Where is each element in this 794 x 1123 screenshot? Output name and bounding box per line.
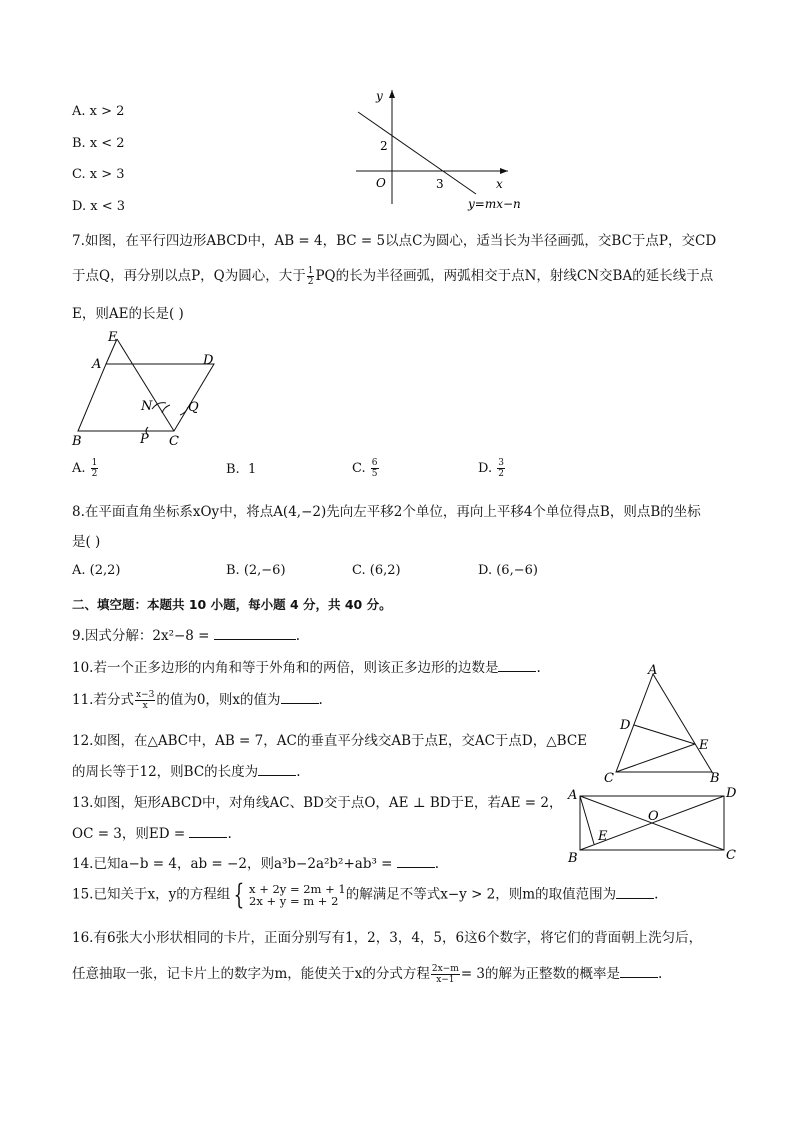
q13-segment-AE — [580, 796, 594, 844]
q6-x-label: x — [496, 177, 503, 191]
q6-origin-label: O — [376, 176, 386, 190]
q10: 10.若一个正多边形的内角和等于外角和的两倍，则该正多边形的边数是 . — [72, 660, 541, 676]
q7-arc-N2 — [162, 405, 170, 413]
q6-y-arrow-icon — [389, 90, 395, 98]
q13-line-1: 13.如图，矩形ABCD中，对角线AC、BD交于点O，AE ⊥ BD于E，若AE = 2， — [72, 795, 563, 811]
q16-answer-blank — [620, 965, 658, 978]
q7-label-P: P — [140, 432, 149, 447]
q12-answer-blank — [258, 763, 296, 776]
q12-line-2: 的周长等于12，则BC的长度为 . — [72, 764, 301, 780]
q11: 11.若分式 $\frac{x-3}{x}$ 的值为0，则x的值为 . — [72, 690, 323, 711]
q6-y-tick: 2 — [380, 139, 388, 153]
q12-segment-CE — [616, 744, 695, 772]
q8-option-a: A. (2,2) — [72, 563, 121, 578]
q7-option-c: C. $\frac{6}{5}$ — [352, 458, 378, 479]
q13-label-O: O — [648, 809, 659, 824]
q12-triangle-figure — [598, 660, 728, 786]
q15-brace-icon: { — [233, 878, 245, 911]
q16-line-2: 任意抽取一张，记卡片上的数字为m，能使关于x的分式方程 $\frac{2x-m}{x-1}$ = 3的解为正整数的概率是 . — [72, 964, 663, 985]
q8-option-b: B. (2,−6) — [226, 563, 286, 578]
q7-arc-N1 — [152, 403, 166, 409]
q7-label-D: D — [203, 353, 214, 368]
q13-rectangle-figure — [566, 784, 742, 868]
q12-label-B: B — [710, 771, 720, 786]
q12-line-1: 12.如图，在△ABC中，AB = 7，AC的垂直平分线交AB于点E，交AC于点D，△BCE — [72, 733, 587, 749]
q16-line-1: 16.有6张大小形状相同的卡片，正面分别写有1，2，3，4，5，6这6个数字，将它们的背面朝上洗匀后， — [72, 930, 703, 946]
q9: 9.因式分解：2x²−8 = . — [72, 628, 301, 644]
q7-ray-CN — [117, 339, 174, 431]
q7-line-2-pre: 于点Q，再分别以点P，Q为圆心，大于 — [72, 268, 306, 284]
q6-y-label: y — [376, 89, 383, 103]
q14-answer-blank — [397, 855, 435, 868]
q7-parallelogram — [78, 364, 214, 431]
q15-equation-system: x + 2y = 2m + 1 2x + y = m + 2 — [249, 882, 346, 908]
q7-line-1: 7.如图，在平行四边形ABCD中，AB = 4，BC = 5以点C为圆心，适当长为半径画弧，交BC于点P，交CD — [72, 233, 717, 249]
q8-line-1: 8.在平面直角坐标系xOy中，将点A(4,−2)先向左平移2个单位，再向上平移4个单位得点B，则点B的坐标 — [72, 504, 701, 520]
q9-answer-blank — [214, 627, 296, 640]
q6-x-arrow-icon — [500, 168, 508, 174]
q6-option-b: B. x < 2 — [72, 136, 125, 151]
q7-label-E: E — [108, 330, 118, 345]
section-2-heading: 二、填空题：本题共 10 小题，每小题 4 分，共 40 分。 — [72, 597, 392, 612]
q8-option-d: D. (6,−6) — [478, 563, 538, 578]
q11-fraction: $\frac{x-3}{x}$ — [135, 690, 155, 711]
q14: 14.已知a−b = 4，ab = −2，则a³b−2a²b²+ab³ = . — [72, 856, 440, 872]
q6-option-a: A. x > 2 — [72, 104, 125, 119]
q15-answer-blank — [616, 886, 654, 899]
q13-label-B: B — [568, 851, 578, 866]
q7-label-B: B — [72, 434, 82, 449]
q6-x-tick: 3 — [436, 177, 444, 191]
q7-label-C: C — [169, 434, 179, 449]
q12-label-E: E — [699, 738, 709, 753]
q6-line-graph — [348, 86, 538, 216]
q7-line-3: E，则AE的长是( ) — [72, 306, 184, 322]
q8-line-2: 是( ) — [72, 534, 101, 550]
q10-answer-blank — [498, 659, 536, 672]
q15: 15.已知关于x，y的方程组 { x + 2y = 2m + 1 2x + y = m + 2 的解满足不等式x−y > 2，则m的取值范围为 . — [72, 878, 659, 911]
q6-option-c: C. x > 3 — [72, 167, 125, 182]
q13-label-E: E — [598, 829, 608, 844]
q7-label-N: N — [141, 399, 153, 414]
q13-label-A: A — [568, 788, 578, 803]
q16-fraction: $\frac{2x-m}{x-1}$ — [431, 964, 459, 985]
q11-answer-blank — [281, 691, 319, 704]
q13-label-D: D — [726, 786, 737, 801]
q13-line-2: OC = 3，则ED = . — [72, 826, 232, 842]
q7-label-A: A — [92, 357, 102, 372]
q7-label-Q: Q — [188, 400, 199, 415]
q8-option-c: C. (6,2) — [352, 563, 401, 578]
q7-option-a: A. $\frac{1}{2}$ — [72, 458, 98, 479]
q6-option-d: D. x < 3 — [72, 199, 125, 214]
q7-line-2-post: PQ的长为半径画弧，两弧相交于点N，射线CN交BA的延长线于点 — [315, 268, 714, 284]
q7-option-b: B. 1 — [226, 462, 257, 477]
q7-option-d: D. $\frac{3}{2}$ — [478, 458, 504, 479]
q7-line-2 — [72, 264, 713, 287]
q7-half-fraction: $\frac{1}{2}$ — [307, 266, 314, 287]
q13-label-C: C — [726, 848, 736, 863]
q12-label-A: A — [648, 663, 658, 678]
q13-answer-blank — [189, 825, 227, 838]
q12-label-D: D — [620, 718, 631, 733]
q6-line-label: y=mx−n — [468, 197, 521, 211]
q7-parallelogram-figure — [66, 325, 226, 450]
q12-label-C: C — [604, 771, 614, 786]
